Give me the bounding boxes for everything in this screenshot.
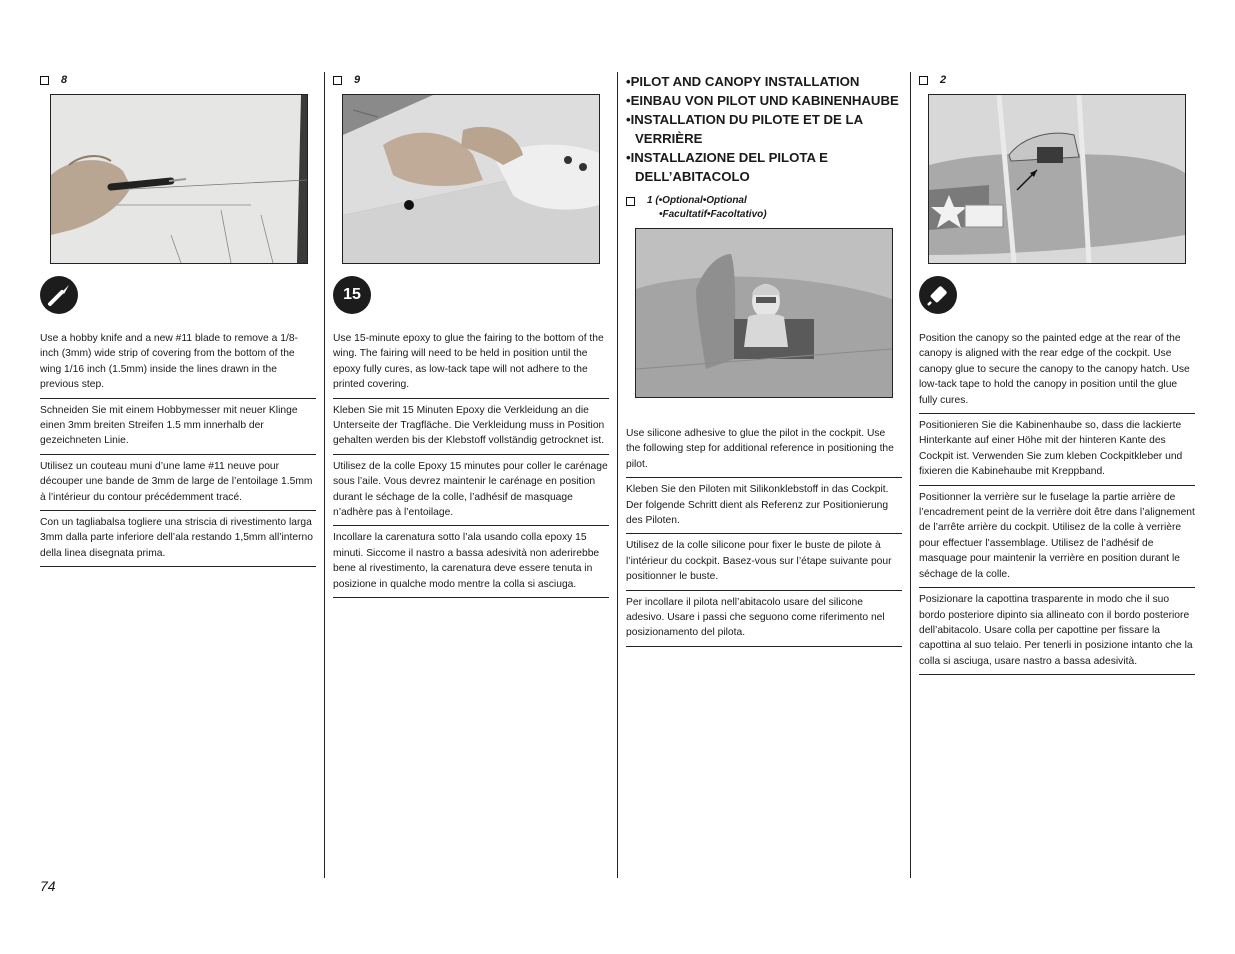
heading-en: •PILOT AND CANOPY INSTALLATION bbox=[626, 74, 860, 89]
instruction-de: Kleben Sie mit 15 Minuten Epoxy die Verkleidung an die Unterseite der Tragfläche. Die Verkleidung muss in Position gehalten werden bis der Klebstoff vollständig getrocknet ist. bbox=[333, 399, 609, 455]
step-photo-canopy-position bbox=[928, 94, 1186, 264]
column-divider bbox=[910, 72, 911, 878]
instruction-fr: Utilisez de la colle Epoxy 15 minutes pour coller le carénage sous l’aile. Vous devrez maintenir le carénage en position durant le séchage de la colle, l’adhésif de masquage n’adhère pas à l’entoilage. bbox=[333, 455, 609, 527]
page-number: 74 bbox=[40, 878, 56, 894]
step-header bbox=[40, 72, 316, 88]
step-header bbox=[919, 72, 1195, 88]
hobby-knife-icon bbox=[46, 282, 72, 308]
step-8-column bbox=[40, 72, 316, 567]
tool-badge bbox=[919, 276, 957, 314]
glue-bottle-icon bbox=[925, 282, 951, 308]
step-photo-knife-cutting bbox=[50, 94, 308, 264]
checkbox-icon[interactable] bbox=[919, 76, 928, 85]
epoxy-time-badge: 15 bbox=[333, 276, 371, 314]
column-divider bbox=[617, 72, 618, 878]
instruction-it: Posizionare la capottina trasparente in modo che il suo bordo posteriore dipinto sia allineato con il bordo posteriore dell’abitacolo. Usare colla per capottine per fissare la capottina al suo telaio. Per tenerli in posizione intanto che la colla si asciuga, usare nastro a bassa adesività. bbox=[919, 588, 1195, 675]
step-9-column bbox=[333, 72, 609, 598]
instruction-fr: Utilisez de la colle silicone pour fixer le buste de pilote à l’intérieur du cockpit. Basez-vous sur l’étape suivante pour positionner le buste. bbox=[626, 534, 902, 590]
instruction-en: Position the canopy so the painted edge at the rear of the canopy is aligned with the rear edge of the cockpit. Use canopy glue to secure the canopy to the canopy hatch. Use low-tack tape to hold the canopy in position until the glue fully cures. bbox=[919, 327, 1195, 414]
step-photo-pilot-cockpit bbox=[635, 228, 893, 398]
substep-label-cont: •Facultatif•Facoltativo) bbox=[659, 209, 767, 220]
substep-label: 1 (•Optional•Optional bbox=[647, 195, 747, 206]
instruction-de: Kleben Sie den Piloten mit Silikonklebstoff in das Cockpit. Der folgende Schritt dient als Referenz zur Positionierung des Piloten. bbox=[626, 478, 902, 534]
instruction-en: Use silicone adhesive to glue the pilot in the cockpit. Use the following step for additional reference in positioning the pilot. bbox=[626, 422, 902, 478]
instruction-fr: Positionner la verrière sur le fuselage la partie arrière de l’encadrement peint de la verrière doit être dans l’alignement de l’arrête arrière du cockpit. Utilisez de la colle à verrière pour effectuer l’assemblage. Utilisez de l’adhésif de masquage pour maintenir la verrière en position durant le séchage de la colle. bbox=[919, 486, 1195, 588]
step-number: 9 bbox=[354, 74, 361, 86]
instruction-en: Use 15-minute epoxy to glue the fairing to the bottom of the wing. The fairing will need to be held in position until the epoxy fully cures, as low-tack tape will not adhere to the printed covering. bbox=[333, 327, 609, 399]
heading-de: •EINBAU VON PILOT UND KABINENHAUBE bbox=[626, 93, 899, 108]
instruction-it: Con un tagliabalsa togliere una striscia di rivestimento larga 3mm dalla parte inferiore dell’ala restando 1,5mm all’interno della linea disegnata prima. bbox=[40, 511, 316, 567]
step-photo-fairing-glue bbox=[342, 94, 600, 264]
checkbox-icon[interactable] bbox=[333, 76, 342, 85]
heading-it: •INSTALLAZIONE DEL PILOTA E DELL’ABITACOLO bbox=[626, 150, 828, 184]
instruction-it: Incollare la carenatura sotto l’ala usando colla epoxy 15 minuti. Siccome il nastro a bassa adesività non aderirebbe bene al rivestimento, la carenatura deve essere tenuta in posizione in qualche modo mentre la colla si asciuga. bbox=[333, 526, 609, 598]
checkbox-icon[interactable] bbox=[626, 197, 635, 206]
heading-fr: •INSTALLATION DU PILOTE ET DE LA VERRIÈRE bbox=[626, 112, 863, 146]
instruction-fr: Utilisez un couteau muni d’une lame #11 neuve pour découper une bande de 3mm de large de l’entoilage 1.5mm à l’intérieur du contour précédemment tracé. bbox=[40, 455, 316, 511]
step-header bbox=[333, 72, 609, 88]
checkbox-icon[interactable] bbox=[40, 76, 49, 85]
column-divider bbox=[324, 72, 325, 878]
pilot-canopy-column bbox=[626, 72, 902, 647]
section-heading bbox=[626, 72, 902, 186]
tool-badge bbox=[40, 276, 78, 314]
instruction-de: Positionieren Sie die Kabinenhaube so, dass die lackierte Hinterkante auf einer Höhe mit der hinteren Kante des Cockpit ist. Verwenden Sie zum kleben Cockpitkleber und fixieren die Kabinehaube mit Kreppband. bbox=[919, 414, 1195, 486]
instruction-en: Use a hobby knife and a new #11 blade to remove a 1/8-inch (3mm) wide strip of covering from the bottom of the wing 1/16 inch (1.5mm) inside the lines drawn in the previous step. bbox=[40, 327, 316, 399]
step-2-column bbox=[919, 72, 1195, 675]
instruction-de: Schneiden Sie mit einem Hobbymesser mit neuer Klinge einen 3mm breiten Streifen 1.5 mm innerhalb der gezeichneten Linie. bbox=[40, 399, 316, 455]
step-header bbox=[626, 194, 902, 222]
step-number: 8 bbox=[61, 74, 68, 86]
instruction-it: Per incollare il pilota nell’abitacolo usare del silicone adesivo. Usare i passi che seguono come riferimento nel posizionamento del pilota. bbox=[626, 591, 902, 647]
step-number: 2 bbox=[940, 74, 947, 86]
